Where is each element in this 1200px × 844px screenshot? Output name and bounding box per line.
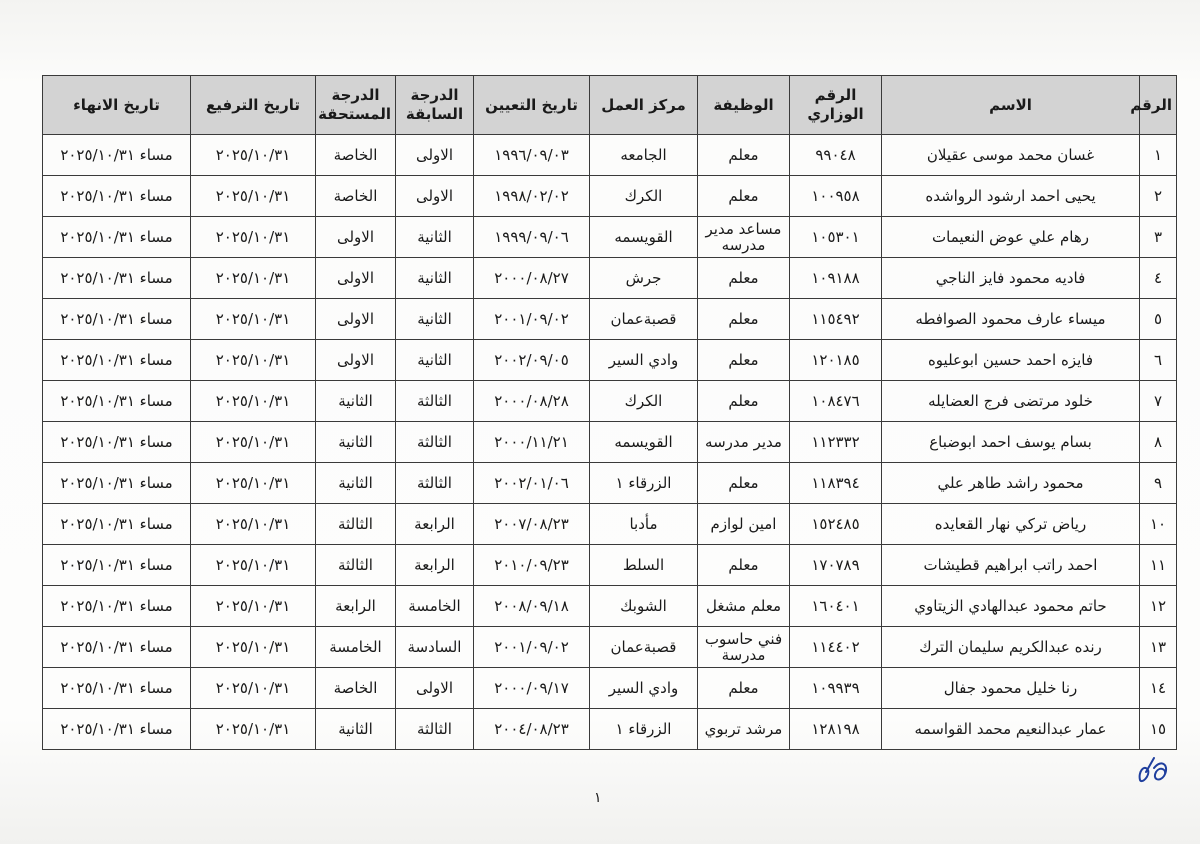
cell-index: ٩ <box>1140 463 1177 504</box>
table-row <box>43 176 1177 217</box>
cell-entitled-grade: الثانية <box>316 422 396 463</box>
cell-previous-grade: الثانية <box>396 299 474 340</box>
cell-previous-grade: الثانية <box>396 340 474 381</box>
cell-entitled-grade: الاولى <box>316 299 396 340</box>
header-previous-grade: الدرجة السابقة <box>396 76 474 135</box>
cell-appointment-date: ٢٠٠١/٠٩/٠٢ <box>474 627 590 668</box>
cell-name: احمد راتب ابراهيم قطيشات <box>882 545 1140 586</box>
cell-end-date: مساء ٢٠٢٥/١٠/٣١ <box>43 586 191 627</box>
table-row <box>43 135 1177 176</box>
header-ministry-number: الرقم الوزاري <box>790 76 882 135</box>
cell-name: رنا خليل محمود جفال <box>882 668 1140 709</box>
cell-entitled-grade: الاولى <box>316 340 396 381</box>
cell-previous-grade: الثالثة <box>396 463 474 504</box>
cell-end-date: مساء ٢٠٢٥/١٠/٣١ <box>43 381 191 422</box>
cell-job: معلم <box>698 545 790 586</box>
cell-end-date: مساء ٢٠٢٥/١٠/٣١ <box>43 217 191 258</box>
cell-promotion-date: ٢٠٢٥/١٠/٣١ <box>191 135 316 176</box>
cell-name: فاديه محمود فايز الناجي <box>882 258 1140 299</box>
cell-index: ٢ <box>1140 176 1177 217</box>
cell-entitled-grade: الخامسة <box>316 627 396 668</box>
cell-work-center: الكرك <box>590 176 698 217</box>
cell-promotion-date: ٢٠٢٥/١٠/٣١ <box>191 381 316 422</box>
cell-previous-grade: الثالثة <box>396 709 474 750</box>
cell-appointment-date: ١٩٩٦/٠٩/٠٣ <box>474 135 590 176</box>
cell-job: معلم <box>698 258 790 299</box>
cell-promotion-date: ٢٠٢٥/١٠/٣١ <box>191 545 316 586</box>
cell-end-date: مساء ٢٠٢٥/١٠/٣١ <box>43 299 191 340</box>
cell-index: ٨ <box>1140 422 1177 463</box>
cell-ministry-number: ١٠٨٤٧٦ <box>790 381 882 422</box>
cell-previous-grade: الرابعة <box>396 545 474 586</box>
cell-name: عمار عبدالنعيم محمد القواسمه <box>882 709 1140 750</box>
cell-name: رهام علي عوض النعيمات <box>882 217 1140 258</box>
table-row <box>43 627 1177 668</box>
cell-ministry-number: ١١٥٤٩٢ <box>790 299 882 340</box>
table-row <box>43 709 1177 750</box>
cell-name: يحيى احمد ارشود الرواشده <box>882 176 1140 217</box>
cell-job: معلم <box>698 381 790 422</box>
header-index: الرقم <box>1140 76 1177 135</box>
cell-index: ١٢ <box>1140 586 1177 627</box>
cell-end-date: مساء ٢٠٢٥/١٠/٣١ <box>43 135 191 176</box>
cell-end-date: مساء ٢٠٢٥/١٠/٣١ <box>43 176 191 217</box>
cell-promotion-date: ٢٠٢٥/١٠/٣١ <box>191 709 316 750</box>
cell-work-center: القويسمه <box>590 217 698 258</box>
table-header <box>43 76 1177 135</box>
cell-entitled-grade: الثانية <box>316 381 396 422</box>
cell-work-center: وادي السير <box>590 340 698 381</box>
header-promotion-date: تاريخ الترفيع <box>191 76 316 135</box>
cell-work-center: قصبةعمان <box>590 299 698 340</box>
cell-entitled-grade: الاولى <box>316 217 396 258</box>
cell-ministry-number: ١١٨٣٩٤ <box>790 463 882 504</box>
table-row <box>43 340 1177 381</box>
cell-job: مدير مدرسه <box>698 422 790 463</box>
table-row <box>43 299 1177 340</box>
cell-end-date: مساء ٢٠٢٥/١٠/٣١ <box>43 668 191 709</box>
cell-promotion-date: ٢٠٢٥/١٠/٣١ <box>191 422 316 463</box>
header-appointment-date: تاريخ التعيين <box>474 76 590 135</box>
cell-work-center: جرش <box>590 258 698 299</box>
cell-work-center: الشوبك <box>590 586 698 627</box>
cell-promotion-date: ٢٠٢٥/١٠/٣١ <box>191 340 316 381</box>
cell-index: ١٣ <box>1140 627 1177 668</box>
cell-ministry-number: ١٠٥٣٠١ <box>790 217 882 258</box>
cell-index: ١٤ <box>1140 668 1177 709</box>
cell-work-center: القويسمه <box>590 422 698 463</box>
header-row <box>43 76 1177 135</box>
cell-ministry-number: ١٠٩١٨٨ <box>790 258 882 299</box>
cell-work-center: الزرقاء ١ <box>590 463 698 504</box>
cell-job: معلم <box>698 176 790 217</box>
table-row <box>43 258 1177 299</box>
cell-entitled-grade: الخاصة <box>316 135 396 176</box>
cell-work-center: قصبةعمان <box>590 627 698 668</box>
page-number: ١ <box>594 790 602 806</box>
cell-job: معلم مشغل <box>698 586 790 627</box>
table-row <box>43 504 1177 545</box>
cell-previous-grade: الثالثة <box>396 381 474 422</box>
cell-promotion-date: ٢٠٢٥/١٠/٣١ <box>191 463 316 504</box>
cell-ministry-number: ١٦٠٤٠١ <box>790 586 882 627</box>
cell-appointment-date: ٢٠٠٠/٠٩/١٧ <box>474 668 590 709</box>
table-row <box>43 422 1177 463</box>
cell-name: ميساء عارف محمود الصوافطه <box>882 299 1140 340</box>
handwritten-initials <box>1132 750 1176 794</box>
cell-work-center: السلط <box>590 545 698 586</box>
cell-name: خلود مرتضى فرج العضايله <box>882 381 1140 422</box>
cell-appointment-date: ٢٠٠٠/٠٨/٢٧ <box>474 258 590 299</box>
table-row <box>43 463 1177 504</box>
cell-entitled-grade: الثانية <box>316 463 396 504</box>
cell-entitled-grade: الثالثة <box>316 545 396 586</box>
cell-ministry-number: ١٥٢٤٨٥ <box>790 504 882 545</box>
cell-previous-grade: الاولى <box>396 176 474 217</box>
cell-appointment-date: ٢٠٠٠/٠٨/٢٨ <box>474 381 590 422</box>
cell-appointment-date: ١٩٩٨/٠٢/٠٢ <box>474 176 590 217</box>
cell-appointment-date: ٢٠٠١/٠٩/٠٢ <box>474 299 590 340</box>
cell-index: ١٥ <box>1140 709 1177 750</box>
cell-appointment-date: ٢٠١٠/٠٩/٢٣ <box>474 545 590 586</box>
cell-entitled-grade: الثالثة <box>316 504 396 545</box>
cell-name: غسان محمد موسى عقيلان <box>882 135 1140 176</box>
table-row <box>43 217 1177 258</box>
cell-entitled-grade: الخاصة <box>316 176 396 217</box>
cell-entitled-grade: الثانية <box>316 709 396 750</box>
cell-appointment-date: ٢٠٠٢/٠١/٠٦ <box>474 463 590 504</box>
cell-index: ١٠ <box>1140 504 1177 545</box>
header-end-date: تاريخ الانهاء <box>43 76 191 135</box>
cell-index: ٣ <box>1140 217 1177 258</box>
table-row <box>43 381 1177 422</box>
cell-promotion-date: ٢٠٢٥/١٠/٣١ <box>191 217 316 258</box>
cell-promotion-date: ٢٠٢٥/١٠/٣١ <box>191 258 316 299</box>
cell-previous-grade: الثانية <box>396 217 474 258</box>
header-job: الوظيفة <box>698 76 790 135</box>
cell-promotion-date: ٢٠٢٥/١٠/٣١ <box>191 504 316 545</box>
header-work-center: مركز العمل <box>590 76 698 135</box>
cell-promotion-date: ٢٠٢٥/١٠/٣١ <box>191 586 316 627</box>
cell-job: معلم <box>698 135 790 176</box>
promotion-table <box>42 75 1177 750</box>
cell-ministry-number: ١٠٠٩٥٨ <box>790 176 882 217</box>
cell-index: ٤ <box>1140 258 1177 299</box>
cell-end-date: مساء ٢٠٢٥/١٠/٣١ <box>43 627 191 668</box>
cell-entitled-grade: الرابعة <box>316 586 396 627</box>
cell-job: امين لوازم <box>698 504 790 545</box>
cell-end-date: مساء ٢٠٢٥/١٠/٣١ <box>43 340 191 381</box>
cell-index: ١١ <box>1140 545 1177 586</box>
cell-previous-grade: الاولى <box>396 135 474 176</box>
cell-end-date: مساء ٢٠٢٥/١٠/٣١ <box>43 258 191 299</box>
cell-ministry-number: ٩٩٠٤٨ <box>790 135 882 176</box>
cell-job: معلم <box>698 299 790 340</box>
cell-end-date: مساء ٢٠٢٥/١٠/٣١ <box>43 545 191 586</box>
cell-ministry-number: ١١٢٣٣٢ <box>790 422 882 463</box>
cell-previous-grade: الخامسة <box>396 586 474 627</box>
cell-end-date: مساء ٢٠٢٥/١٠/٣١ <box>43 463 191 504</box>
cell-work-center: الزرقاء ١ <box>590 709 698 750</box>
cell-previous-grade: الثانية <box>396 258 474 299</box>
cell-appointment-date: ٢٠٠٨/٠٩/١٨ <box>474 586 590 627</box>
cell-job: مساعد مدير مدرسه <box>698 217 790 258</box>
cell-appointment-date: ٢٠٠٤/٠٨/٢٣ <box>474 709 590 750</box>
cell-name: فايزه احمد حسين ابوعليوه <box>882 340 1140 381</box>
cell-entitled-grade: الاولى <box>316 258 396 299</box>
cell-index: ٧ <box>1140 381 1177 422</box>
cell-previous-grade: الرابعة <box>396 504 474 545</box>
cell-index: ٦ <box>1140 340 1177 381</box>
cell-promotion-date: ٢٠٢٥/١٠/٣١ <box>191 299 316 340</box>
cell-previous-grade: الاولى <box>396 668 474 709</box>
cell-index: ٥ <box>1140 299 1177 340</box>
table-row <box>43 545 1177 586</box>
cell-promotion-date: ٢٠٢٥/١٠/٣١ <box>191 627 316 668</box>
cell-previous-grade: السادسة <box>396 627 474 668</box>
cell-entitled-grade: الخاصة <box>316 668 396 709</box>
cell-appointment-date: ٢٠٠٠/١١/٢١ <box>474 422 590 463</box>
cell-appointment-date: ٢٠٠٧/٠٨/٢٣ <box>474 504 590 545</box>
cell-work-center: الجامعه <box>590 135 698 176</box>
cell-job: معلم <box>698 340 790 381</box>
cell-name: حاتم محمود عبدالهادي الزيتاوي <box>882 586 1140 627</box>
cell-name: محمود راشد طاهر علي <box>882 463 1140 504</box>
cell-end-date: مساء ٢٠٢٥/١٠/٣١ <box>43 709 191 750</box>
cell-end-date: مساء ٢٠٢٥/١٠/٣١ <box>43 504 191 545</box>
cell-work-center: مأدبا <box>590 504 698 545</box>
cell-ministry-number: ١٠٩٩٣٩ <box>790 668 882 709</box>
cell-job: فني حاسوب مدرسة <box>698 627 790 668</box>
cell-appointment-date: ٢٠٠٢/٠٩/٠٥ <box>474 340 590 381</box>
cell-job: معلم <box>698 463 790 504</box>
table-row <box>43 668 1177 709</box>
cell-ministry-number: ١٢٨١٩٨ <box>790 709 882 750</box>
cell-end-date: مساء ٢٠٢٥/١٠/٣١ <box>43 422 191 463</box>
cell-index: ١ <box>1140 135 1177 176</box>
cell-job: مرشد تربوي <box>698 709 790 750</box>
cell-job: معلم <box>698 668 790 709</box>
header-entitled-grade: الدرجة المستحقة <box>316 76 396 135</box>
table-row <box>43 586 1177 627</box>
cell-ministry-number: ١٧٠٧٨٩ <box>790 545 882 586</box>
header-name: الاسم <box>882 76 1140 135</box>
cell-promotion-date: ٢٠٢٥/١٠/٣١ <box>191 668 316 709</box>
table-body <box>43 135 1177 750</box>
cell-ministry-number: ١١٤٤٠٢ <box>790 627 882 668</box>
cell-name: بسام يوسف احمد ابوضباع <box>882 422 1140 463</box>
cell-appointment-date: ١٩٩٩/٠٩/٠٦ <box>474 217 590 258</box>
cell-work-center: الكرك <box>590 381 698 422</box>
cell-promotion-date: ٢٠٢٥/١٠/٣١ <box>191 176 316 217</box>
cell-name: رنده عبدالكريم سليمان الترك <box>882 627 1140 668</box>
cell-work-center: وادي السير <box>590 668 698 709</box>
cell-ministry-number: ١٢٠١٨٥ <box>790 340 882 381</box>
cell-name: رياض تركي نهار القعايده <box>882 504 1140 545</box>
cell-previous-grade: الثالثة <box>396 422 474 463</box>
